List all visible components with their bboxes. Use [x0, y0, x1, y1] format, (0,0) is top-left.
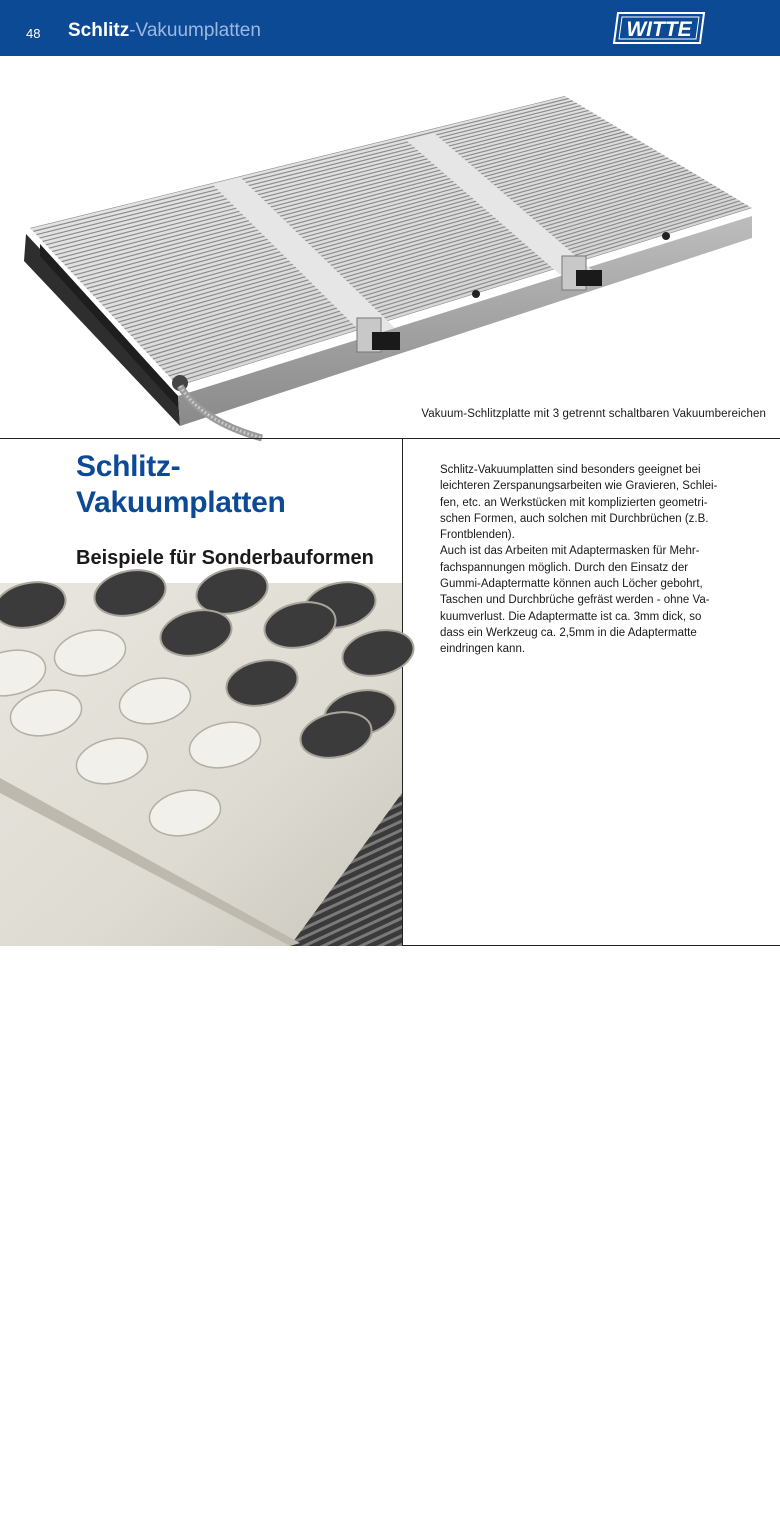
adapter-caption-line-2: Adaptermaske [76, 1513, 151, 1525]
section-subheading: Beispiele für Sonderbauformen [76, 547, 374, 569]
page-number: 48 [26, 26, 41, 41]
body-line: kuumverlust. Die Adaptermatte ist ca. 3mm dick, so [440, 610, 702, 623]
adapter-caption [76, 1495, 396, 1527]
body-line: Taschen und Durchbrüche gefräst werden - ohne Va- [440, 594, 710, 607]
body-line: schen Formen, auch solchen mit Durchbrüchen (z.B. [440, 512, 709, 525]
body-line: Schlitz-Vakuumplatten sind besonders geeignet bei [440, 464, 701, 476]
body-line: dass ein Werkzeug ca. 2,5mm in die Adaptermatte [440, 626, 697, 639]
bottom-divider [402, 945, 780, 946]
body-line: Auch ist das Arbeiten mit Adaptermasken für Mehr- [440, 545, 700, 558]
adapter-mask-photo [0, 583, 402, 1525]
page-title [68, 20, 261, 42]
body-paragraph [440, 462, 730, 658]
column-divider [402, 438, 403, 946]
hero-caption: Vakuum-Schlitzplatte mit 3 getrennt schaltbaren Vakuumbereichen [421, 408, 766, 420]
body-line: eindringen kann. [440, 643, 526, 656]
body-line: fachspannungen möglich. Durch den Einsatz der [440, 561, 689, 574]
section-heading [76, 449, 396, 521]
witte-logo [612, 10, 706, 46]
section-heading-line-1: Schlitz- [76, 450, 181, 483]
body-line: Frontblenden). [440, 529, 515, 542]
section-divider [0, 438, 780, 439]
body-line: fen, etc. an Werkstücken mit komplizierten geometri- [440, 496, 708, 509]
vacuum-plate-photo [0, 56, 780, 438]
page-title-light: -Vakuumplatten [129, 20, 261, 41]
body-line: leichteren Zerspanungsarbeiten wie Gravieren, Schlei- [440, 480, 718, 493]
page-title-strong: Schlitz [68, 20, 130, 41]
body-line: Gummi-Adaptermatte können auch Löcher gebohrt, [440, 578, 703, 591]
section-heading-line-2: Vakuumplatten [76, 486, 286, 519]
logo-text: WITTE [626, 18, 692, 41]
page-header [0, 0, 780, 56]
adapter-caption-line-1: Vakuum-Schlitzplatte mit werkstückspezifischer [76, 1497, 317, 1509]
